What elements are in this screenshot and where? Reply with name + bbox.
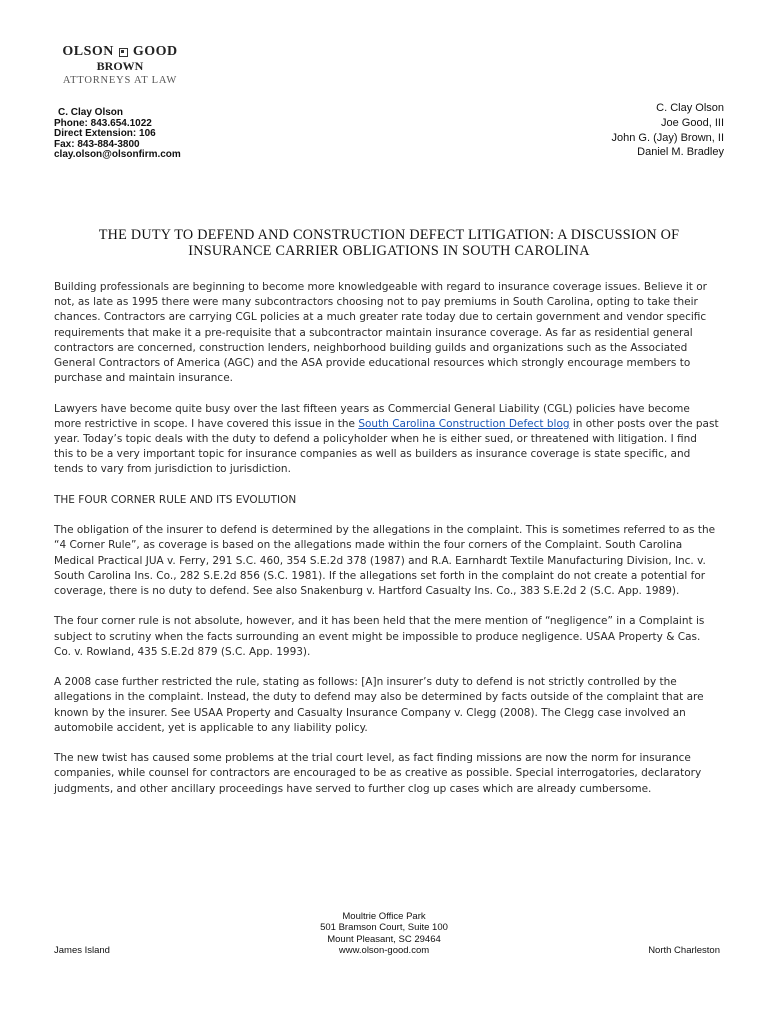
document-body [54, 280, 719, 812]
paragraph-6: The new twist has caused some problems at the trial court level, as fact finding missions are now the norm for insurance companies, while counsel for contractors are encouraged to be as creative as possible. Special interrogatories, declaratory judgments, and other ancillary proceedings have served to further clog up cases which are already cumbersome. [54, 752, 702, 795]
paragraph-2 [54, 402, 719, 478]
footer-street: 501 Bramson Court, Suite 100 [320, 922, 448, 934]
sender-contact-block [54, 108, 181, 161]
logo-square-icon [119, 48, 128, 57]
paragraph-4: The four corner rule is not absolute, however, and it has been held that the mere mention of “negligence” in a Complaint is subject to scrutiny when the facts surrounding an event might be impossible to produce negligence. USAA Property & Cas. Co. v. Rowland, 435 S.E.2d 879 (S.C. App. 1993). [54, 615, 705, 658]
attorney-name: C. Clay Olson [656, 102, 724, 114]
attorney-name: John G. (Jay) Brown, II [611, 131, 724, 144]
blog-link[interactable]: South Carolina Construction Defect blog [358, 417, 570, 430]
footer-city: Mount Pleasant, SC 29464 [327, 933, 441, 945]
firm-logo [50, 44, 190, 86]
logo-olson: OLSON [62, 44, 114, 59]
sender-email: clay.olson@olsonfirm.com [54, 149, 181, 160]
document-title [54, 227, 724, 259]
sender-extension: Direct Extension: 106 [54, 128, 156, 139]
footer-website: www.olson-good.com [338, 944, 430, 956]
sender-fax: Fax: 843-884-3800 [54, 138, 140, 150]
paragraph-2-text-before: Lawyers have become quite busy over the last fifteen years as Commercial General Liability (CGL) policies have become more restrictive in scope. I have covered this issue in the [54, 402, 690, 430]
paragraph-3: The obligation of the insurer to defend is determined by the allegations in the complaint. This is sometimes referred to as the “4 Corner Rule”, as coverage is based on the allegations made within the four corners of the Complaint. South Carolina Medical Practical JUA v. Ferry, 291 S.C. 460, 354 S.E.2d 378 (1987) and R.A. Earnhardt Textile Manufacturing Division, Inc. v. South Carolina Ins. Co., 282 S.E.2d 856 (S.C. 1981). If the allegations set forth in the complaint do not create a potential for coverage, there is no duty to defend. See also Snakenburg v. Hartford Casualty Ins. Co., 383 S.E.2d 2 (S.C. App. 1989). [54, 524, 716, 598]
section-heading: THE FOUR CORNER RULE AND ITS EVOLUTION [54, 493, 297, 506]
attorney-name: Joe Good, III [661, 116, 724, 129]
footer-right-office: North Charleston [648, 945, 720, 956]
logo-good: GOOD [132, 44, 178, 59]
footer-office-name: Moultrie Office Park [342, 911, 426, 922]
logo-line-1 [50, 44, 190, 60]
attorney-list [612, 101, 724, 160]
sender-name: C. Clay Olson [58, 107, 124, 118]
sender-phone: Phone: 843.654.1022 [54, 117, 152, 129]
logo-tagline: ATTORNEYS AT LAW [62, 75, 178, 86]
paragraph-1: Building professionals are beginning to become more knowledgeable with regard to insurance coverage issues. Believe it or not, as late as 1995 there were many subcontractors choosing not to pay premiums in South Carolina, opting to take their chances. Contractors are carrying CGL policies at a much greater rate today due to certain government and vendor specific requirements that make it a pre-requisite that a subcontractor maintain insurance coverage. As far as residential general contractors are concerned, construction lenders, neighborhood building guilds and organizations such as the Associated General Contractors of America (AGC) and the ASA provide educational resources which strongly encourage members to purchase and maintain insurance. [54, 281, 707, 385]
logo-brown: BROWN [96, 59, 144, 73]
attorney-name: Daniel M. Bradley [637, 146, 724, 159]
paragraph-2-text-after: in other posts over the past year. Today’s topic deals with the duty to defend a policyholder when he is either sued, or threatened with litigation. I find this to be a very important topic for insurance companies as well as builders as insurance coverage is state specific, and tends to vary from jurisdiction to jurisdiction. [54, 417, 719, 476]
paragraph-5: A 2008 case further restricted the rule, stating as follows: [A]n insurer’s duty to defend is not strictly controlled by the allegations in the complaint. Instead, the duty to defend may also be determined by facts outside of the complaint that are known by the insurer. See USAA Property and Casualty Insurance Company v. Clegg (2008). The Clegg case involved an automobile accident, yet is applicable to any liability policy. [54, 676, 704, 734]
title-line-2: INSURANCE CARRIER OBLIGATIONS IN SOUTH CAROLINA [188, 243, 590, 259]
footer-left-office: James Island [54, 945, 110, 956]
title-line-1: THE DUTY TO DEFEND AND CONSTRUCTION DEFECT LITIGATION: A DISCUSSION OF [98, 227, 680, 243]
